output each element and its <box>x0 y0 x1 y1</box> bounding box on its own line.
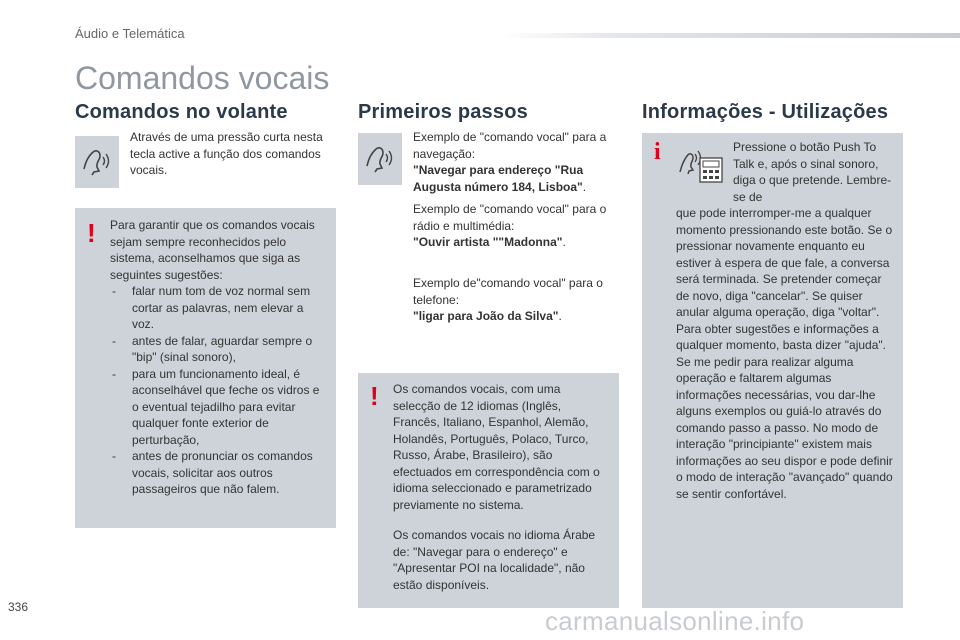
info-icon-text: Pressione o botão Push To Talk e, após o sinal sonoro, diga o que pretende. Lembre-se de <box>733 140 892 204</box>
period: . <box>582 179 587 194</box>
languages-warning-text <box>393 381 611 593</box>
watermark: carmanualsonline.info <box>545 606 805 636</box>
header-divider <box>500 33 960 38</box>
info-body-text: que pode interromper-me a qualquer momento pressionando este botão. Se o pressionar novamente enquanto eu estiver à espera de que fale, a conversa será terminada. Se pretender começar de novo, diga "cancelar". Se quiser anular alguma operação, diga "voltar". Para obter sugestões e informações a qualquer momento, basta dizer "ajuda". Se me pedir para realizar alguma operação e faltarem algumas informações necessárias, vou dar-lhe alguns exemplos ou guiá-lo através do comando passo a passo. No modo de interação "principiante" existem mais informações ao seu dispor e pode definir o modo de interação "avançado" quando se sentir confortável. <box>676 206 893 501</box>
example-phone <box>413 275 618 325</box>
info-icon: i <box>654 139 661 165</box>
steering-tips-list <box>110 283 328 498</box>
example-phone-command: "ligar para João da Silva" <box>413 309 559 323</box>
period: . <box>562 235 566 249</box>
period: . <box>558 309 562 323</box>
voice-command-icon <box>358 133 402 185</box>
languages-warning-p1: Os comandos vocais, com uma selecção de 12 idiomas (Inglês, Francês, Italiano, Espanhol, Alemão, Holandês, Português, Polaco, Turco, Russo, Árabe, Brasileiro), são efectuados em correspondência com o idioma seleccionado e parametrizado previamente no sistema. <box>393 382 600 512</box>
list-item: - antes de falar, aguardar sempre o "bip" (sinal sonoro), <box>110 333 328 366</box>
example-radio-text: Exemplo de "comando vocal" para o rádio e multimédia: <box>413 202 607 233</box>
warning-icon: ! <box>370 381 379 411</box>
voice-command-icon-graphic <box>363 144 397 174</box>
page-number: 336 <box>8 600 29 614</box>
voice-command-icon-graphic <box>80 147 114 177</box>
example-navigation-command: "Navegar para endereço "Rua Augusta número 184, Lisboa" <box>413 163 584 194</box>
list-item: - falar num tom de voz normal sem cortar as palavras, nem elevar a voz. <box>110 283 328 333</box>
warning-icon: ! <box>87 218 96 248</box>
section-title-steering: Comandos no volante <box>75 101 288 123</box>
voice-command-icon <box>75 136 119 188</box>
steering-intro-text: Através de uma pressão curta nesta tecla active a função dos comandos vocais. <box>130 130 323 177</box>
example-radio <box>413 201 618 251</box>
page-title: Comandos vocais <box>75 60 330 96</box>
list-item: - antes de pronunciar os comandos vocais, solicitar aos outros passageiros que não falem. <box>110 448 328 498</box>
steering-warning-panel <box>75 208 336 528</box>
example-radio-command: "Ouvir artista ""Madonna" <box>413 235 563 249</box>
voice-keypad-icon <box>676 137 726 189</box>
section-title-first-steps: Primeiros passos <box>358 101 528 123</box>
example-phone-text: Exemplo de"comando vocal" para o telefone: <box>413 276 603 307</box>
languages-warning-panel <box>358 373 619 608</box>
steering-warning-lead: Para garantir que os comandos vocais sejam sempre reconhecidos pelo sistema, aconselhamos que siga as seguintes sugestões: <box>110 218 315 282</box>
voice-keypad-icon-graphic <box>678 142 724 184</box>
info-panel <box>642 133 903 608</box>
steering-warning-text <box>110 217 328 498</box>
example-navigation <box>413 129 618 195</box>
section-title-info: Informações - Utilizações <box>642 101 889 123</box>
languages-warning-p2: Os comandos vocais no idioma Árabe de: "Navegar para o endereço" e "Apresentar POI na localidade", não estão disponíveis. <box>393 528 596 592</box>
example-navigation-text: Exemplo de "comando vocal" para a navegação: <box>413 130 607 161</box>
list-item: - para um funcionamento ideal, é aconselhável que feche os vidros e o eventual tejadilho para evitar qualquer fonte exterior de perturbação, <box>110 366 328 449</box>
header-section-label: Áudio e Telemática <box>75 26 185 41</box>
